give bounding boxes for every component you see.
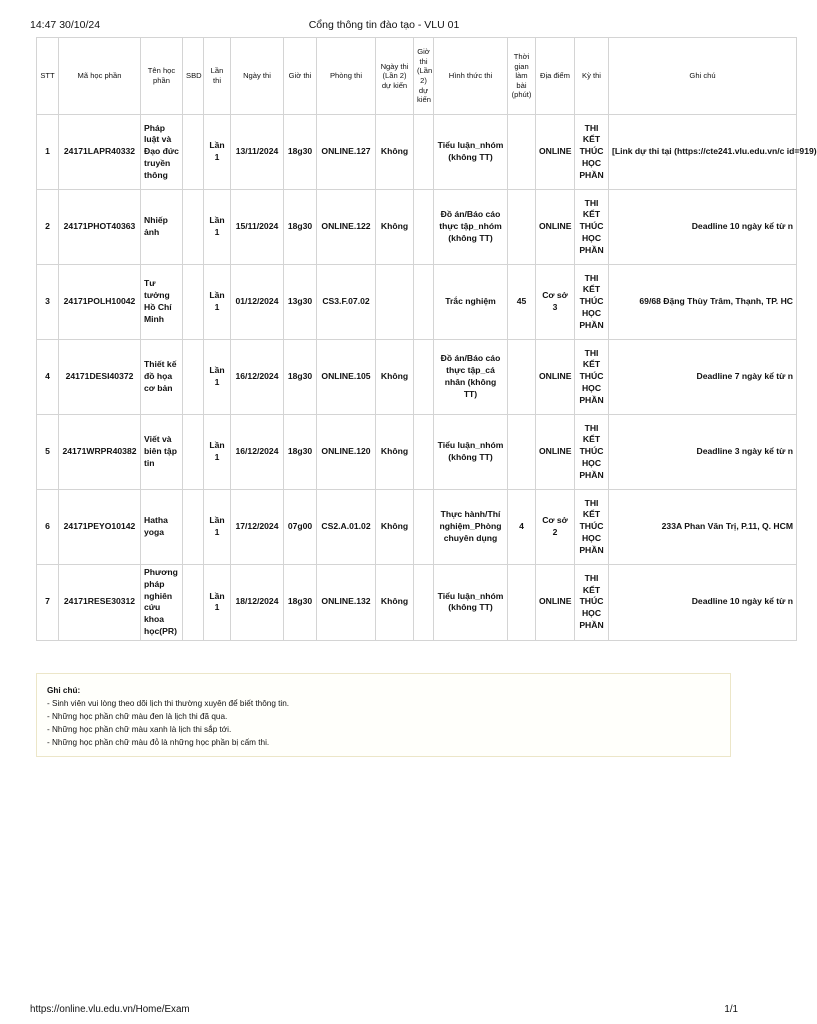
cell-exam-form: Tiểu luận_nhóm (không TT) [434,565,508,641]
cell-duration: 45 [508,265,536,340]
cell-course-code: 24171DESI40372 [59,340,141,415]
cell-date-2: Không [376,190,414,265]
page-number: 1/1 [724,1004,738,1015]
cell-attempt: Lần 1 [204,340,231,415]
cell-sbd [183,190,204,265]
cell-exam-form: Tiểu luận_nhóm (không TT) [434,115,508,190]
cell-sbd [183,115,204,190]
cell-exam-form: Đồ án/Báo cáo thực tập_nhóm (không TT) [434,190,508,265]
cell-stt: 5 [37,415,59,490]
cell-room: ONLINE.132 [317,565,376,641]
cell-time-2 [414,415,434,490]
cell-duration [508,340,536,415]
col-header-stt: STT [37,38,59,115]
cell-notes: Deadline 10 ngày kể từ n [609,565,797,641]
col-header-attempt: Lần thi [204,38,231,115]
cell-location: Cơ sở 2 [536,490,575,565]
cell-duration: 4 [508,490,536,565]
cell-notes: Deadline 7 ngày kể từ n [609,340,797,415]
cell-exam-period: THI KẾT THÚC HỌC PHẦN [575,490,609,565]
cell-sbd [183,340,204,415]
cell-time-2 [414,265,434,340]
table-row [37,490,797,565]
page-url: https://online.vlu.edu.vn/Home/Exam [30,1004,190,1015]
cell-course-name: Viết và biên tập tin [141,415,183,490]
cell-exam-date: 15/11/2024 [231,190,284,265]
notes-box [36,673,731,757]
cell-location: ONLINE [536,190,575,265]
cell-duration [508,190,536,265]
cell-exam-form: Thực hành/Thí nghiệm_Phòng chuyên dụng [434,490,508,565]
col-header-course-code: Mã học phần [59,38,141,115]
cell-course-code: 24171WRPR40382 [59,415,141,490]
cell-date-2: Không [376,115,414,190]
col-header-duration: Thời gian làm bài (phút) [508,38,536,115]
print-timestamp: 14:47 30/10/24 [30,19,101,31]
cell-exam-period: THI KẾT THÚC HỌC PHẦN [575,265,609,340]
cell-exam-date: 17/12/2024 [231,490,284,565]
cell-exam-period: THI KẾT THÚC HỌC PHẦN [575,415,609,490]
cell-exam-form: Đồ án/Báo cáo thực tập_cá nhân (không TT) [434,340,508,415]
col-header-location: Địa điểm [536,38,575,115]
cell-course-code: 24171POLH10042 [59,265,141,340]
exam-schedule-table-container [36,37,817,641]
col-header-room: Phòng thi [317,38,376,115]
cell-attempt: Lần 1 [204,565,231,641]
cell-course-name: Nhiếp ảnh [141,190,183,265]
cell-attempt: Lần 1 [204,115,231,190]
cell-attempt: Lần 1 [204,415,231,490]
col-header-notes: Ghi chú [609,38,797,115]
cell-exam-time: 18g30 [284,565,317,641]
cell-sbd [183,490,204,565]
notes-line: - Những học phần chữ màu đen là lịch thi đã qua. [47,712,228,721]
cell-course-code: 24171LAPR40332 [59,115,141,190]
cell-notes: Deadline 10 ngày kể từ n [609,190,797,265]
cell-time-2 [414,490,434,565]
cell-exam-period: THI KẾT THÚC HỌC PHẦN [575,340,609,415]
cell-exam-period: THI KẾT THÚC HỌC PHẦN [575,565,609,641]
cell-location: ONLINE [536,115,575,190]
cell-course-name: Hatha yoga [141,490,183,565]
cell-exam-time: 18g30 [284,415,317,490]
cell-room: CS2.A.01.02 [317,490,376,565]
col-header-exam-period: Kỳ thi [575,38,609,115]
cell-course-name: Tư tưởng Hồ Chí Minh [141,265,183,340]
cell-notes: 69/68 Đặng Thùy Trâm, Thạnh, TP. HC [609,265,797,340]
cell-course-name: Pháp luật và Đạo đức truyền thông [141,115,183,190]
cell-time-2 [414,115,434,190]
table-row [37,265,797,340]
cell-date-2 [376,265,414,340]
cell-date-2: Không [376,565,414,641]
cell-room: CS3.F.07.02 [317,265,376,340]
cell-exam-period: THI KẾT THÚC HỌC PHẦN [575,115,609,190]
cell-stt: 4 [37,340,59,415]
cell-exam-period: THI KẾT THÚC HỌC PHẦN [575,190,609,265]
cell-location: ONLINE [536,415,575,490]
col-header-date-2: Ngày thi (Lần 2) dự kiến [376,38,414,115]
table-row [37,415,797,490]
cell-room: ONLINE.122 [317,190,376,265]
print-header [30,14,738,34]
col-header-course-name: Tên học phần [141,38,183,115]
col-header-time-2: Giờ thi (Lần 2) dự kiến [414,38,434,115]
cell-notes: 233A Phan Văn Trị, P.11, Q. HCM [609,490,797,565]
cell-exam-date: 18/12/2024 [231,565,284,641]
cell-location: Cơ sở 3 [536,265,575,340]
cell-duration [508,415,536,490]
cell-exam-time: 18g30 [284,190,317,265]
cell-course-code: 24171PHOT40363 [59,190,141,265]
cell-exam-form: Tiểu luận_nhóm (không TT) [434,415,508,490]
cell-stt: 2 [37,190,59,265]
notes-line: - Những học phần chữ màu xanh là lịch thi sắp tới. [47,725,232,734]
cell-sbd [183,415,204,490]
cell-room: ONLINE.105 [317,340,376,415]
cell-location: ONLINE [536,340,575,415]
table-row [37,340,797,415]
cell-sbd [183,265,204,340]
cell-time-2 [414,340,434,415]
cell-exam-time: 18g30 [284,115,317,190]
cell-duration [508,115,536,190]
col-header-exam-date: Ngày thi [231,38,284,115]
cell-exam-date: 16/12/2024 [231,415,284,490]
col-header-sbd: SBD [183,38,204,115]
cell-date-2: Không [376,340,414,415]
notes-line: - Sinh viên vui lòng theo dõi lịch thi thường xuyên để biết thông tin. [47,699,290,708]
notes-line: - Những học phần chữ màu đỏ là những học phần bị cấm thi. [47,738,270,747]
cell-exam-form: Trắc nghiệm [434,265,508,340]
cell-course-code: 24171RESE30312 [59,565,141,641]
cell-stt: 7 [37,565,59,641]
cell-room: ONLINE.127 [317,115,376,190]
cell-exam-time: 18g30 [284,340,317,415]
cell-date-2: Không [376,415,414,490]
table-row [37,115,797,190]
cell-exam-date: 01/12/2024 [231,265,284,340]
cell-course-name: Thiết kế đồ họa cơ bản [141,340,183,415]
cell-room: ONLINE.120 [317,415,376,490]
cell-time-2 [414,565,434,641]
cell-stt: 1 [37,115,59,190]
table-row [37,190,797,265]
cell-time-2 [414,190,434,265]
cell-exam-date: 13/11/2024 [231,115,284,190]
cell-exam-date: 16/12/2024 [231,340,284,415]
cell-exam-time: 07g00 [284,490,317,565]
cell-notes: [Link dự thi tại (https://cte241.vlu.edu.vn/c id=919) [609,115,797,190]
table-row [37,565,797,641]
cell-attempt: Lần 1 [204,265,231,340]
notes-title: Ghi chú: [47,686,81,695]
cell-duration [508,565,536,641]
cell-notes: Deadline 3 ngày kể từ n [609,415,797,490]
table-header-row [37,38,797,115]
col-header-exam-time: Giờ thi [284,38,317,115]
cell-attempt: Lần 1 [204,190,231,265]
page-title: Cổng thông tin đào tạo - VLU 01 [308,19,460,31]
cell-attempt: Lần 1 [204,490,231,565]
cell-date-2: Không [376,490,414,565]
cell-stt: 3 [37,265,59,340]
cell-exam-time: 13g30 [284,265,317,340]
cell-sbd [183,565,204,641]
cell-course-code: 24171PEYO10142 [59,490,141,565]
cell-stt: 6 [37,490,59,565]
cell-location: ONLINE [536,565,575,641]
col-header-exam-form: Hình thức thi [434,38,508,115]
cell-course-name: Phương pháp nghiên cứu khoa học(PR) [141,565,183,641]
exam-schedule-table [36,37,817,641]
